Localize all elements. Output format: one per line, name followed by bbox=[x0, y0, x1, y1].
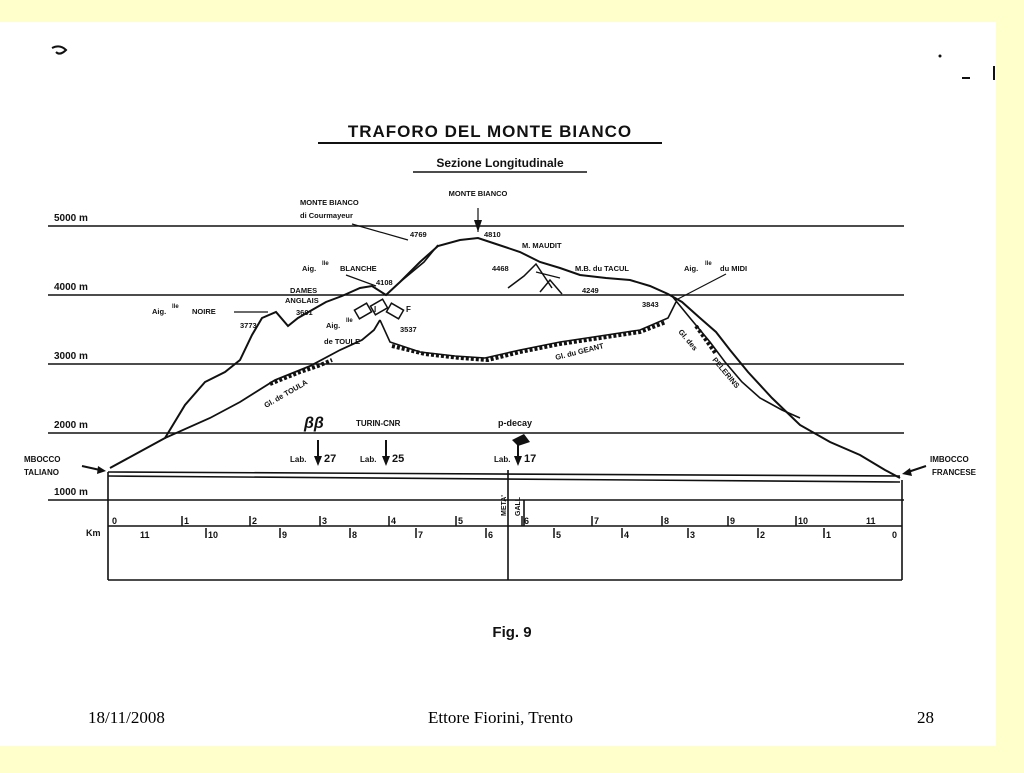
portal-label: IMBOCCO bbox=[930, 455, 969, 464]
portal-label: MBOCCO bbox=[24, 455, 61, 464]
km-label: Km bbox=[86, 528, 101, 538]
peak-height: 4810 bbox=[484, 230, 501, 239]
peak-label: lle bbox=[705, 261, 712, 267]
elevation-label: 4000 m bbox=[54, 282, 88, 293]
km-tick-label: 6 bbox=[524, 516, 530, 526]
bb-label: ββ bbox=[304, 415, 324, 432]
figure-subtitle: Sezione Longitudinale bbox=[436, 156, 564, 170]
peak-label: M.B. du TACUL bbox=[575, 264, 630, 273]
glacier-label: PELERINS bbox=[710, 355, 742, 391]
peak-height: 3843 bbox=[642, 300, 659, 309]
km-tick-label: 0 bbox=[112, 516, 118, 526]
peak-height: 4468 bbox=[492, 264, 509, 273]
km-tick-label: 1 bbox=[826, 530, 832, 540]
marker-f: F bbox=[406, 305, 411, 314]
figure-caption: Fig. 9 bbox=[492, 624, 532, 641]
km-tick-label: 11 bbox=[140, 530, 150, 540]
marker-i: I bbox=[374, 305, 377, 314]
km-tick-label: 7 bbox=[594, 516, 600, 526]
km-tick-label: 9 bbox=[282, 530, 288, 540]
elevation-label: 1000 m bbox=[54, 487, 88, 498]
peak-height: 3773 bbox=[240, 321, 257, 330]
peak-label: di Courmayeur bbox=[300, 211, 353, 220]
km-tick-label: 4 bbox=[624, 530, 630, 540]
meta-label: META' bbox=[501, 495, 508, 516]
peak-height: 4108 bbox=[376, 278, 393, 287]
peak-height: 3537 bbox=[400, 325, 417, 334]
peak-label: NOIRE bbox=[192, 307, 216, 316]
portal-label: FRANCESE bbox=[932, 468, 977, 477]
scan-speck bbox=[939, 55, 942, 58]
peak-label: du MIDI bbox=[720, 264, 748, 273]
portal-label: TALIANO bbox=[24, 468, 59, 477]
peak-label: BLANCHE bbox=[340, 264, 377, 273]
km-tick-label: 3 bbox=[690, 530, 696, 540]
footer-date: 18/11/2008 bbox=[88, 708, 165, 727]
peak-label: lle bbox=[322, 261, 329, 267]
km-tick-label: 1 bbox=[184, 516, 190, 526]
km-tick-label: 11 bbox=[866, 516, 876, 526]
km-tick-label: 0 bbox=[892, 530, 898, 540]
km-tick-label: 2 bbox=[760, 530, 766, 540]
elevation-label: 2000 m bbox=[54, 420, 88, 431]
km-tick-label: 5 bbox=[556, 530, 562, 540]
km-tick-label: 10 bbox=[798, 516, 809, 526]
km-tick-label: 8 bbox=[352, 530, 358, 540]
peak-height: 3601 bbox=[296, 308, 313, 317]
peak-label: ANGLAIS bbox=[285, 296, 319, 305]
peak-label: lle bbox=[172, 304, 179, 310]
figure-title: TRAFORO DEL MONTE BIANCO bbox=[347, 122, 633, 141]
lab-label: Lab. bbox=[494, 455, 511, 464]
km-tick-label: 9 bbox=[730, 516, 736, 526]
peak-label: Aig. bbox=[684, 264, 699, 273]
lab-number: 25 bbox=[392, 453, 405, 465]
lab-label: Lab. bbox=[360, 455, 377, 464]
peak-label: MONTE BIANCO bbox=[300, 198, 359, 207]
km-tick-label: 2 bbox=[252, 516, 258, 526]
km-tick-label: 5 bbox=[458, 516, 464, 526]
elevation-label: 3000 m bbox=[54, 351, 88, 362]
lab-number: 17 bbox=[524, 453, 537, 465]
gall-label: GALL bbox=[515, 496, 522, 516]
glacier-label: Gl. des bbox=[676, 327, 700, 353]
peak-label: MONTE BIANCO bbox=[448, 189, 508, 198]
km-tick-label: 8 bbox=[664, 516, 670, 526]
glacier-label: Gl. du GEANT bbox=[554, 341, 605, 362]
lab-label: Lab. bbox=[290, 455, 307, 464]
footer-author: Ettore Fiorini, Trento bbox=[428, 708, 573, 727]
peak-label: DAMES bbox=[290, 286, 318, 295]
peak-height: 4769 bbox=[410, 230, 427, 239]
pdecay-label: p-decay bbox=[498, 418, 533, 428]
km-tick-label: 6 bbox=[488, 530, 494, 540]
elevation-label: 5000 m bbox=[54, 213, 88, 224]
peak-label: Aig. bbox=[152, 307, 167, 316]
peak-label: Aig. bbox=[326, 321, 341, 330]
km-tick-label: 4 bbox=[391, 516, 397, 526]
peak-label: de TOULE bbox=[324, 337, 361, 346]
glacier-label: Gl. de TOULA bbox=[262, 377, 310, 410]
km-tick-label: 10 bbox=[208, 530, 219, 540]
lab-number: 27 bbox=[324, 453, 337, 465]
peak-height: 4249 bbox=[582, 286, 599, 295]
km-tick-label: 7 bbox=[418, 530, 424, 540]
peak-label: M. MAUDIT bbox=[522, 241, 562, 250]
peak-label: lle bbox=[346, 318, 353, 324]
peak-label: Aig. bbox=[302, 264, 317, 273]
km-tick-label: 3 bbox=[322, 516, 328, 526]
footer-page: 28 bbox=[917, 708, 934, 727]
turin-label: TURIN-CNR bbox=[356, 419, 401, 428]
